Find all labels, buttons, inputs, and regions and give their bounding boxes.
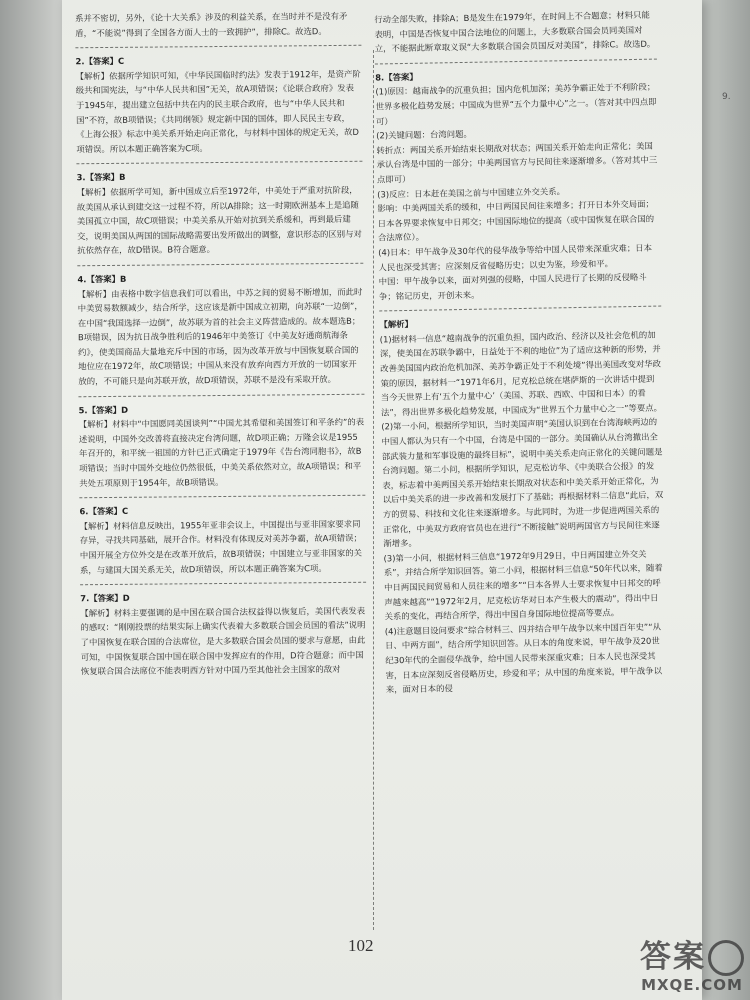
page-number: 102 xyxy=(348,936,374,955)
explanation-text: 【解析】材料主要强调的是中国在联合国合法权益得以恢复后，美国代表发表的感叹：“刚刚投票的结果实际上确实代表着大多数联合国会员国的看法”说明了中国恢复在联合国的合法席位，是大多数联合国会员国的要求与意愿，由此可知，中国恢复联合国中国在联合国中发挥应有的作用，D符合题意；而中国恢复联合国合法席位不能表明西方针对中国乃至其他社会主国家的敌对 xyxy=(80,605,366,677)
left-block-3 xyxy=(77,270,364,389)
watermark-logo xyxy=(640,940,744,995)
divider xyxy=(75,45,361,48)
explanation-text: 【解析】材料信息反映出，1955年亚非会议上，中国提出与亚非国家要求同存异，寻找共同基础，展开合作。材料没有体现反对美苏争霸，故A项错误；中国开展全方位外交是在改革开放后，故B项错误；中国建立与亚非国家的关系，与建国大国关系无关，故D项错误，所以本题正确答案为C项。 xyxy=(79,518,362,575)
answer-label: 2.【答案】C xyxy=(75,56,125,67)
divider xyxy=(79,495,365,498)
left-block-1 xyxy=(75,52,362,157)
watermark-url: MXQE.COM xyxy=(641,976,743,994)
answer-label: 3.【答案】B xyxy=(76,172,126,183)
left-column xyxy=(75,9,367,679)
left-block-0-text: 系并不密切，另外，《论十大关系》涉及的利益关系，在当时并不是没有矛盾，“不能说”得到了全国各方面人士的一致拥护”，排除C。故选D。 xyxy=(75,10,348,38)
left-block-2 xyxy=(76,168,363,258)
left-block-4 xyxy=(79,400,366,490)
explanation-label: 【解析】 xyxy=(379,319,414,330)
watermark-logo-title: 答案 xyxy=(640,940,744,977)
answer-label: 8.【答案】 xyxy=(375,71,418,83)
explanation-text: (1)据材料一信息“越南战争的沉重负担，国内政治、经济以及社会危机的加深，使美国在苏联争霸中，日益处于不利的地位”为了适应这种新的形势，并改善美国国内政治危机加深、美苏争霸正处于不利处境”得出美国改变对华政策的原因，据材料一“1971年6月，尼克松总统在堪萨斯的一次讲话中提到当今天世界上有‘五个力量中心’（美国、苏联、西欧、中国和日本）的看法”，得出世界多极化趋势发展，中国成为“世界五个力量中心之一”等要点。 (2)第一小问，根据所学知识，当时美国声明“美国认识到在台湾海峡两边的中国人都认为只有一个中国，台湾是中国的一部分。美国确认从台湾撤出全部武装力量和军事设施的最终目标”，说明中美关系走向正常化的关键问题是台湾问题。第二小问，根据所学知识，尼克松访华、《中美联合公报》的发表，标志着中美两国关系开始结束长期敌对状态和中美关系开始正常化，为以后中美关系的进一步改善和发展打下了基础；再根据材料二信息“此后，双方的贸易、科技和文化往来逐渐增多。与此同时，为进一步促进两国关系的正常化，中美双方政府官员也在进行“不断接触”说明两国官方与民间往来逐渐增多。 (3)第一小问，根据材料三信息“1972年9月29日，中日两国建立外交关系”，并结合所学知识回答。第二小问，根据材料三信息“50年代以来，随着中日两国民间贸易和人员往来的增多”“日本各界人士要求恢复中日邦交的呼声越来越高”“1972年2月，尼克松访华对日本产生极大的震动”，得出中日关系的变化，再结合所学，得出中国自身国际地位提高等要点。 (4)注意题目设问要求“综合材料三、四并结合甲午战争以来中国百年史”“从日、中两方面”，结合所学知识回答。从日本的角度来说，甲午战争及20世纪30年代的全面侵华战争，给中国人民带来深重灾难；日本人民也深受其害，日本应深刻反省侵略历史，珍爱和平；从中国的角度来说，甲午战争以来，面对日本的侵 xyxy=(379,329,664,695)
right-block-0-text: 行动全部失败，排除A；B是发生在1979年，在时间上不合题意；材料只能表明，中国是否恢复中国合法地位的问题上，大多数联合国会员同美国对立，不能据此断章取义误“大多数联合国会员国反对美国”，排除C。故选D。 xyxy=(374,9,656,54)
explanation-text: 【解析】依据所学可知，新中国成立后至1972年，中美处于严重对抗阶段，故美国从承认到建交这一过程不符，所以A排除；这一时期欧洲基本上是追随美国孤立中国，故C项错误；中美关系从开始对抗到关系缓和，再到最后建交，说明美国从两国的国际战略需要出发所做出的调整，意识形态的区别与对抗依然存在，故D错误。B符合题意。 xyxy=(76,184,362,256)
left-block-5 xyxy=(79,502,366,577)
divider xyxy=(375,58,657,64)
answer-label: 5.【答案】D xyxy=(78,404,129,415)
left-block-6 xyxy=(80,589,367,679)
right-block-1 xyxy=(375,65,661,303)
divider xyxy=(76,161,362,164)
divider xyxy=(379,306,661,312)
left-block-0 xyxy=(75,9,361,41)
divider xyxy=(78,393,364,396)
explanation-text: 【解析】材料中“中国愿同美国谈判”“中国尤其希望和美国签订和平条约”的表述说明，中国外交改善将直接决定台湾问题，故D项正确；万隆会议是1955年召开的，和平统一祖国的方针已正式确定于1979年《告台湾同胞书》，故B项错误；当时中国外交地位仍然很低，中美关系依然对立，故A项错误；和平共处五项原则于1954年，故B项错误。 xyxy=(78,417,365,488)
watermark-circle-icon xyxy=(708,940,744,976)
divider xyxy=(77,263,363,266)
answer-label: 7.【答案】D xyxy=(80,592,130,604)
explanation-text: 【解析】由表格中数字信息我们可以看出，中苏之间的贸易不断增加，而此时中美贸易数额减少，结合所学，这应该是新中国成立初期，向苏联“一边倒”，在中国“我国选择一边倒”，故苏联为首的社会主义阵营造成的。故本题选B；B项错误，因为抗日战争胜利后的1946年中美签订《中美友好通商航海条约》，使美国商品大量地充斥中国的市场，因为改革开放与中国恢复联合国的地位应在1972年，故C项错误；中国从来没有放弃向西方开放的一切国家开放的，不可能只是向苏联开放，故D项错误，苏联不是没有采取开放。 xyxy=(77,286,363,387)
right-block-0 xyxy=(374,8,657,57)
explanation-text: 【解析】依据所学知识可知，《中华民国临时约法》发表于1912年，是资产阶级共和国宪法，与“中华人民共和国”无关，故A项错误；《论联合政府》发表于1945年，提出建立包括中共在内的民主联合政府，也与“中华人民共和国”不符，故B项错误；《共同纲领》规定新中国的国体，即人民民主专政，《上海公报》标志中美关系开始走向正常化，与材料中国体的规定无关，故D项错误。所以本题正确答案为C项。 xyxy=(75,68,361,155)
next-page-edge-mark: 9. xyxy=(722,92,731,102)
divider xyxy=(80,582,366,585)
answer-label: 4.【答案】B xyxy=(77,273,127,285)
answer-label: 6.【答案】C xyxy=(79,506,129,517)
right-column xyxy=(374,8,668,698)
column-separator xyxy=(373,50,374,930)
answer-text: (1)原因：越南战争的沉重负担；国内危机加深；美苏争霸正处于不利阶段；世界多极化趋势发展；中国成为世界“五个力量中心”之一。（答对其中四点即可） (2)关键问题：台湾问题。 转折点：两国关系开始结束长期敌对状态；两国关系开始走向正常化；美国承认台湾是中国的一部分；中美两国官方与民间往来逐渐增多。（答对其中三点即可） (3)反应：日本赶在美国之前与中国建立外交关系。 影响：中美两国关系的缓和，中日两国民间往来增多；打开日本外交局面；日本各界要求恢复中日邦交；中国国际地位的提高（或中国恢复在联合国的合法席位）。 (4)日本：甲午战争及30年代的侵华战争等给中国人民带来深重灾难；日本人民也深受其害；应深刻反省侵略历史；以史为鉴，珍爱和平。 中国：甲午战争以来，面对列强的侵略，中国人民进行了长期的反侵略斗争；铭记历史，开创未来。 xyxy=(375,81,658,302)
right-block-2 xyxy=(379,313,668,697)
